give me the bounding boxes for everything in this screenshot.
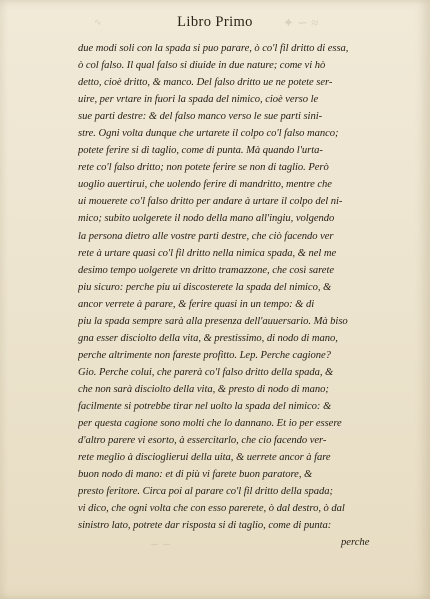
text-line: uire, per vrtare in fuori la spada del nimico, cioè verso le — [78, 94, 319, 106]
text-line: facilmente si potrebbe tirar nel uolto la spada del nimico: & — [78, 400, 332, 412]
text-line: Gio. Perche colui, che parerà co'l falso dritto della spada, & — [78, 366, 334, 378]
text-line: gna esser disciolto della vita, & prestissimo, di nodo di mano, — [78, 332, 338, 344]
show-through-ink: ✦ ∽ ≈ — [283, 15, 319, 30]
text-line: rete à urtare quasi co'l fil dritto nella nimica spada, & nel me — [78, 247, 337, 259]
text-line: rete meglio à discioglierui della uita, & uerrete ancor à fare — [78, 452, 331, 464]
text-line: desimo tempo uolgerete vn dritto tramazzone, che così sarete — [78, 264, 335, 276]
text-line: d'altro parere vi esorto, à essercitarlo, che cio facendo ver- — [78, 435, 327, 447]
text-line: buon nodo di mano: et di più vi farete buon paratore, & — [78, 469, 313, 481]
text-line: ancor verrete à parare, & ferire quasi in un tempo: & di — [78, 298, 315, 310]
text-line: sinistro lato, potrete dar risposta si di taglio, come di punta: — [78, 520, 332, 532]
text-line: uoglio auertirui, che uolendo ferire di mandritto, mentre che — [78, 179, 332, 191]
text-line: due modi soli con la spada si puo parare, ò co'l fil dritto di essa, — [78, 43, 349, 54]
show-through-ink: ∽ ∽ — [150, 539, 172, 551]
text-line: che non sarà disciolto della vita, & presto di nodo di mano; — [78, 383, 329, 395]
text-line: piu sicuro: perche piu ui discosterete la spada del nimico, & — [78, 281, 332, 293]
text-line: ui mouerete co'l falso dritto per andare à urtare il colpo del ni- — [78, 196, 343, 208]
text-line: rete co'l falso dritto; non potete ferire se non di taglio. Però — [78, 162, 329, 174]
text-line: vi dico, che ogni volta che con esso parerete, ò dal destro, ò dal — [78, 503, 345, 515]
text-line: mico; subito uolgerete il nodo della mano all'ingiu, volgendo — [78, 213, 335, 225]
text-line: potete ferire si di taglio, come di punta. Mà quando l'urta- — [78, 145, 323, 157]
text-line: detto, cioè dritto, & manco. Del falso dritto ue ne potete ser- — [78, 77, 333, 89]
text-line: perche altrimente non fareste profitto. Lep. Perche cagione? — [78, 349, 331, 361]
text-line: sue parti destre: & del falso manco verso le sue parti sini- — [78, 111, 323, 123]
text-line: la persona dietro alle vostre parti destre, che ciò facendo ver — [78, 230, 334, 242]
running-head: Libro Primo — [177, 14, 253, 30]
show-through-ink: ∿ — [94, 17, 102, 27]
text-line: ò col falso. Il qual falso si diuide in due nature; come vi hò — [78, 60, 326, 72]
catchword: perche — [341, 537, 370, 548]
text-line: stre. Ogni volta dunque che urtarete il colpo co'l falso manco; — [78, 128, 339, 140]
body-text — [78, 40, 398, 534]
text-line: presto feritore. Circa poi al parare co'l fil dritto della spada; — [78, 486, 333, 498]
text-line: piu la spada sempre sarà alla presenza dell'auuersario. Mà biso — [78, 315, 348, 327]
text-line: per questa cagione sono molti che lo dannano. Et io per essere — [78, 418, 342, 430]
